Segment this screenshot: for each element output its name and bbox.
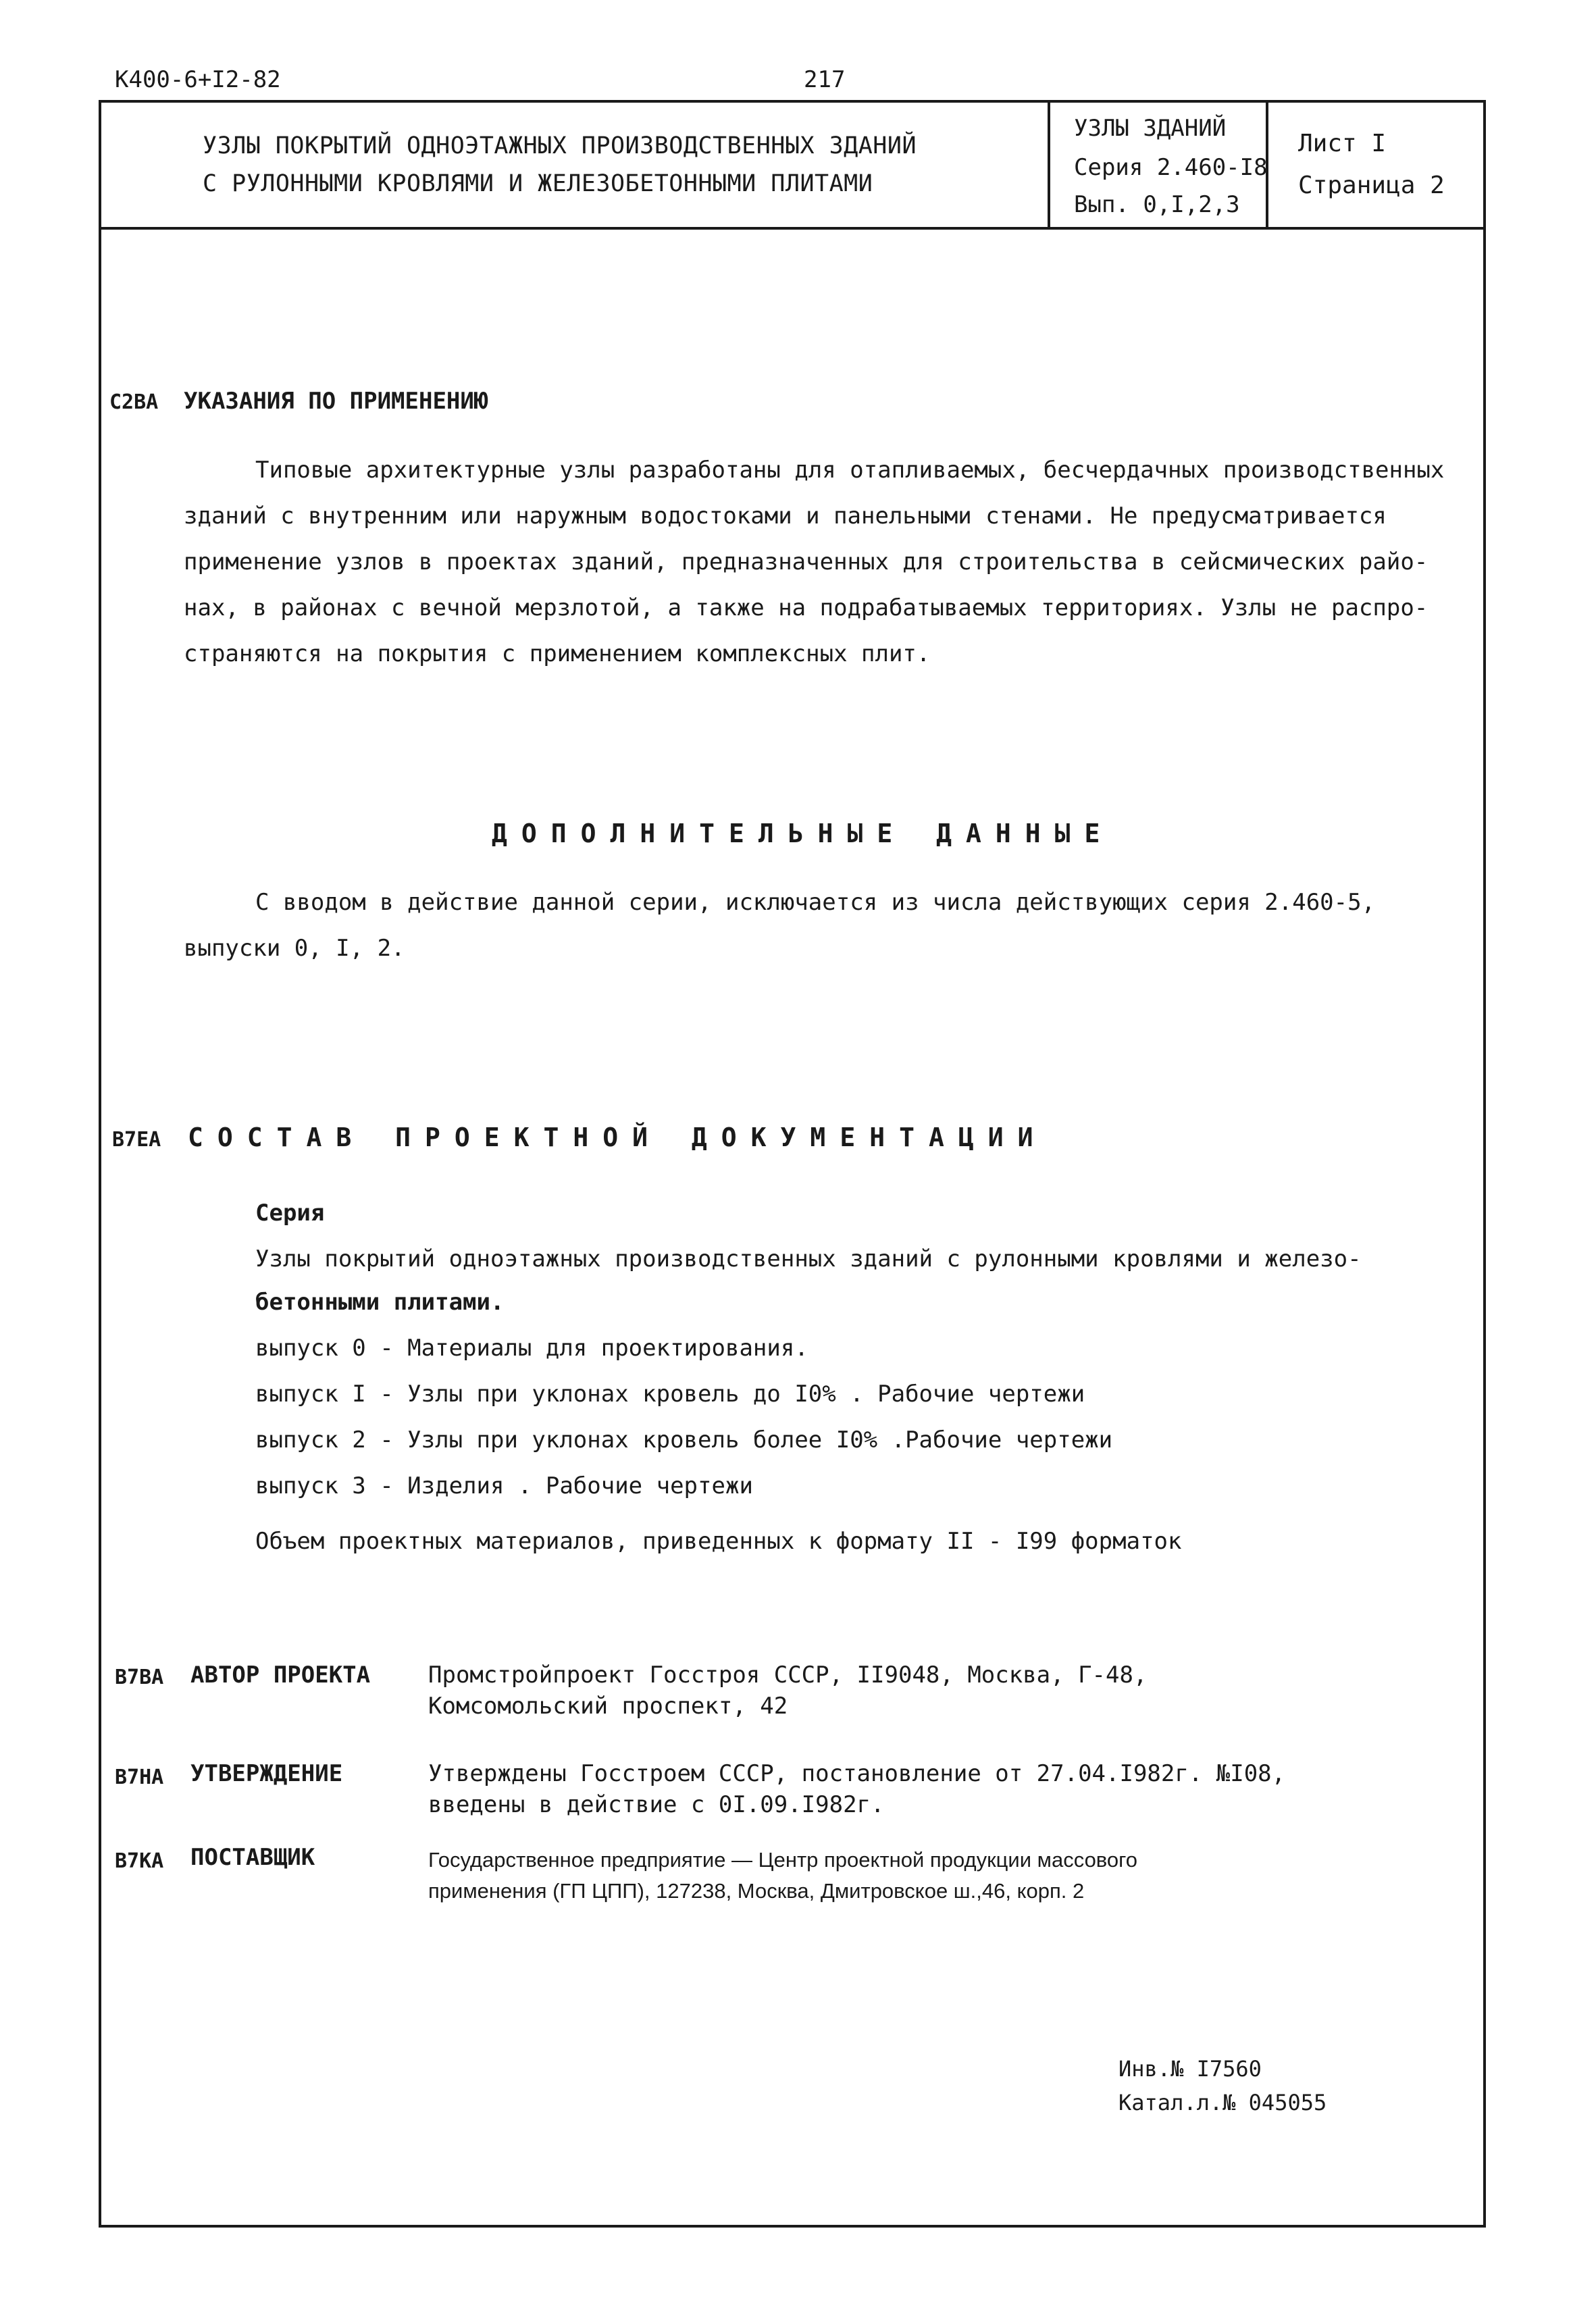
page-number: 217 (804, 66, 846, 93)
usage-line: страняются на покрытия с применением комплексных плит. (184, 640, 931, 667)
composition-series-label: Серия (255, 1200, 325, 1227)
author-code: В7ВА (115, 1666, 164, 1689)
approval-value: Утверждены Госстроем СССР, постановление от 27.04.I982г. №I08, (428, 1760, 1286, 1787)
header-page: Страница 2 (1298, 172, 1445, 199)
header-column-divider-1 (1048, 100, 1050, 228)
volume-item: выпуск 2 - Узлы при уклонах кровель более I0% .Рабочие чертежи (255, 1426, 1113, 1454)
volume-item: выпуск 3 - Изделия . Рабочие чертежи (255, 1472, 753, 1499)
header-subject: УЗЛЫ ЗДАНИЙ (1074, 115, 1227, 142)
header-title-line2: С РУЛОННЫМИ КРОВЛЯМИ И ЖЕЛЕЗОБЕТОННЫМИ ПЛИТАМИ (203, 170, 873, 197)
header-divider (99, 227, 1486, 230)
page-frame (99, 100, 1486, 2228)
additional-heading: ДОПОЛНИТЕЛЬНЫЕ ДАННЫЕ (492, 819, 1114, 848)
composition-description: бетонными плитами. (255, 1289, 505, 1316)
volume-item: выпуск I - Узлы при уклонах кровель до I0% . Рабочие чертежи (255, 1381, 1085, 1408)
volume-item: выпуск 0 - Материалы для проектирования. (255, 1335, 808, 1362)
usage-code: С2ВА (109, 390, 159, 414)
supplier-label: ПОСТАВЩИК (190, 1844, 315, 1871)
supplier-code: В7КА (115, 1849, 164, 1873)
approval-value: введены в действие с 0I.09.I982г. (428, 1791, 885, 1818)
composition-heading: СОСТАВ ПРОЕКТНОЙ ДОКУМЕНТАЦИИ (188, 1123, 1048, 1152)
header-title-line1: УЗЛЫ ПОКРЫТИЙ ОДНОЭТАЖНЫХ ПРОИЗВОДСТВЕННЫХ ЗДАНИЙ (203, 132, 917, 159)
composition-code: В7ЕА (112, 1128, 161, 1152)
inventory-number: Инв.№ I7560 (1118, 2056, 1262, 2082)
author-value: Комсомольский проспект, 42 (428, 1693, 788, 1720)
author-value: Промстройпроект Госстроя СССР, II9048, Москва, Г-48, (428, 1662, 1148, 1689)
supplier-value: применения (ГП ЦПП), 127238, Москва, Дмитровское ш.,46, корп. 2 (428, 1879, 1085, 1903)
header-sheet: Лист I (1298, 130, 1387, 157)
catalog-number: Катал.л.№ 045055 (1118, 2090, 1327, 2115)
document-code: К400-6+I2-82 (115, 66, 281, 93)
header-series: Серия 2.460-I8 (1074, 154, 1268, 181)
approval-code: В7НА (115, 1766, 164, 1789)
usage-line: нах, в районах с вечной мерзлотой, а также на подрабатываемых территориях. Узлы не распро- (184, 594, 1428, 621)
author-label: АВТОР ПРОЕКТА (190, 1662, 371, 1689)
composition-volume-note: Объем проектных материалов, приведенных к формату II - I99 форматок (255, 1528, 1182, 1555)
approval-label: УТВЕРЖДЕНИЕ (190, 1760, 343, 1787)
supplier-value: Государственное предприятие — Центр проектной продукции массового (428, 1848, 1138, 1872)
usage-line: зданий с внутренним или наружным водостоками и панельными стенами. Не предусматривается (184, 503, 1387, 530)
composition-description: Узлы покрытий одноэтажных производственных зданий с рулонными кровлями и железо- (255, 1245, 1362, 1272)
usage-line: применение узлов в проектах зданий, предназначенных для строительства в сейсмических райо- (184, 548, 1428, 575)
additional-line: С вводом в действие данной серии, исключается из числа действующих серия 2.460-5, (255, 889, 1376, 916)
usage-line: Типовые архитектурные узлы разработаны для отапливаемых, бесчердачных производственных (255, 457, 1445, 484)
header-volumes: Вып. 0,I,2,3 (1074, 191, 1240, 218)
usage-heading: УКАЗАНИЯ ПО ПРИМЕНЕНИЮ (184, 388, 488, 415)
additional-line: выпуски 0, I, 2. (184, 935, 405, 962)
